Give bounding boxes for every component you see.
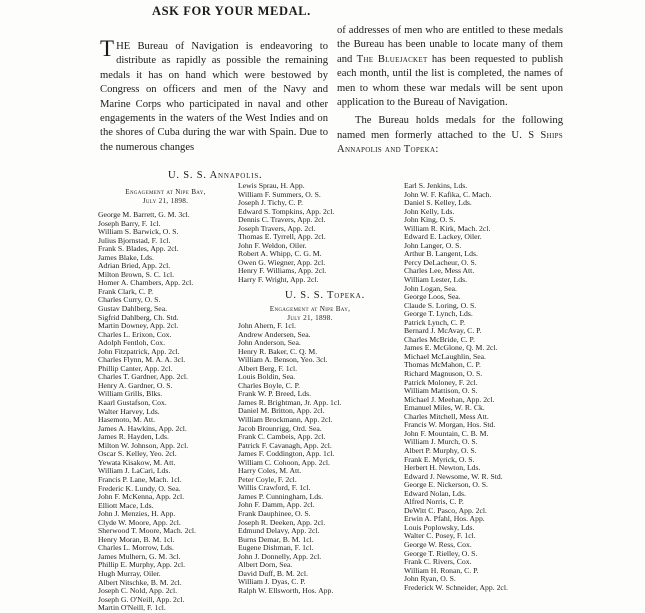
- intro-left-text: HE Bureau of Navigation is endeavoring to distribute as rapidly as possible the remaining medals it has on hand which were bestowed by Congress on officers and men of the Navy and Marine Corps who participated in naval and other engagements in the waters of the West Indies and on the shores of Cuba during the war with Spain. Due to the numerous changes: [100, 41, 328, 153]
- annapolis-date: July 21, 1898.: [142, 196, 189, 205]
- name-entry: Francis P. Lane, Mach. 1cl.: [98, 475, 182, 484]
- name-entry: Burns Demar, B. M. 1cl.: [238, 535, 314, 544]
- name-entry: Erwin A. Pfahl, Hos. App.: [404, 515, 485, 524]
- page-title: ASK FOR YOUR MEDAL.: [152, 4, 311, 18]
- name-entry: Bernard J. McAvay, C. P.: [404, 327, 482, 336]
- name-entry: Albert P. Murphy, O. S.: [404, 446, 477, 455]
- name-entry: James Mulhern, G. M. 3cl.: [98, 552, 181, 561]
- name-entry: Louis Boldin, Sea.: [238, 373, 296, 382]
- name-entry: John Logan, Sea.: [404, 284, 457, 293]
- name-entry: John F. McKenna, App. 2cl.: [98, 493, 185, 502]
- name-entry: Harry Coles, M. Att.: [238, 467, 302, 476]
- name-entry: Walter C. Posey, F. 1cl.: [404, 532, 476, 541]
- name-entry: James P. Cunningham, Lds.: [238, 492, 323, 501]
- name-entry: George M. Barrett, G. M. 3cl.: [98, 211, 190, 219]
- name-entry: George T. Lynch, Lds.: [404, 310, 473, 319]
- name-entry: Adrian Bried, App. 2cl.: [98, 262, 171, 271]
- name-entry: Charles Lee, Mess Att.: [404, 267, 475, 276]
- name-entry: Patrick Lynch, C. P.: [404, 318, 466, 327]
- name-entry: Henry F. Williams, App. 2cl.: [238, 267, 327, 276]
- name-entry: Charles Flynn, M. A. A. 3cl.: [98, 356, 186, 365]
- para2-text-a: The Bureau holds medals for the following named men formerly attached to the: [337, 115, 563, 141]
- name-entry: Thomas E. Tyrrell, App. 2cl.: [238, 233, 326, 242]
- name-entry: Edward J. Newsome, W. R. Std.: [404, 472, 503, 481]
- name-entry: George Loos, Sea.: [404, 293, 461, 302]
- name-entry: John J. Donnelly, App. 2cl.: [238, 552, 322, 561]
- name-entry: Charles Boyle, C. P.: [238, 381, 300, 390]
- name-entry: Frank Clark, C. P.: [98, 287, 154, 296]
- intro-right-text-b: has been requested to publish each month, until the list is completed, the names of men to whom these war medals will be sent upon application to the Bureau of Navigation.: [337, 53, 563, 109]
- name-entry: Henry Moran, B. M. 1cl.: [98, 535, 175, 544]
- name-entry: David Duff, B. M. 2cl.: [238, 569, 308, 578]
- name-entry: George W. Ress, Cox.: [404, 540, 472, 549]
- name-entry: Homer A. Chambers, App. 2cl.: [98, 279, 194, 288]
- name-entry: William J. Dyas, C. P.: [238, 578, 306, 587]
- bluejacket-name: The Bluejacket: [356, 53, 428, 65]
- name-entry: Martin Downey, App. 2cl.: [98, 322, 179, 331]
- name-entry: William J. LaCari, Lds.: [98, 467, 171, 476]
- name-entry: Michael McLaughlin, Sea.: [404, 352, 486, 361]
- name-entry: William Lester, Lds.: [404, 276, 468, 285]
- name-entry: Albert Dorn, Sea.: [238, 561, 293, 570]
- name-entry: Milton W. Johnson, App. 2cl.: [98, 441, 189, 450]
- name-entry: Thomas McMahon, C. P.: [404, 361, 481, 370]
- name-entry: Frederic K. Lundy, O. Sea.: [98, 484, 181, 493]
- name-entry: Robert A. Whipp, C. G. M.: [238, 250, 322, 259]
- name-entry: Joseph G. O'Neill, App. 2cl.: [98, 595, 185, 604]
- name-entry: William H. Ronan, C. P.: [404, 566, 479, 575]
- name-entry: Sherwood T. Moore, Mach. 2cl.: [98, 527, 196, 536]
- name-entry: Patrick Moloney, F. 2cl.: [404, 378, 478, 387]
- name-entry: Albert Berg, F. 1cl.: [238, 364, 298, 373]
- name-entry: Martin O'Neill, F. 1cl.: [98, 604, 166, 613]
- intro-right-column: [337, 24, 563, 158]
- name-entry: John Langer, O. S.: [404, 241, 462, 250]
- name-entry: Charles McBride, C. P.: [404, 335, 475, 344]
- name-entry: Clyde W. Moore, App. 2cl.: [98, 518, 181, 527]
- name-entry: Frank C. Cambeis, App. 2cl.: [238, 433, 326, 442]
- name-entry: Phillip Canter, App. 2cl.: [98, 364, 173, 373]
- name-entry: Milton Brown, S. C. 1cl.: [98, 270, 175, 279]
- name-entry: William Mattison, O. S.: [404, 387, 478, 396]
- name-entry: William A. Benson, Yeo. 3cl.: [238, 356, 328, 365]
- topeka-engagement-line: Engagement at Nipe Bay,: [269, 305, 351, 313]
- name-entry: William C. Cohoon, App. 2cl.: [238, 458, 330, 467]
- name-entry: Edward Nolan, Lds.: [404, 489, 466, 498]
- name-entry: Joseph J. Tichy, C. P.: [238, 199, 303, 208]
- bureau-holds-paragraph: [337, 114, 563, 157]
- name-entry: Daniel S. Kelley, Lds.: [404, 199, 472, 208]
- name-entry: Charles L. Morrow, Lds.: [98, 544, 174, 553]
- name-entry: Joseph C. Nold, App. 2cl.: [98, 587, 178, 596]
- name-entry: John F. Damm, App. 2cl.: [238, 501, 315, 510]
- name-entry: William Grills, Blks.: [98, 390, 163, 399]
- name-entry: Charles T. Gardner, App. 2cl.: [98, 373, 188, 382]
- name-entry: Edmund Delavy, App. 2cl.: [238, 527, 320, 536]
- name-entry: Andrew Andersen, Sea.: [238, 330, 311, 339]
- name-entry: Oscar S. Kelley, Yeo. 2cl.: [98, 450, 177, 459]
- name-entry: John Fitzpatrick, App. 2cl.: [98, 347, 180, 356]
- name-entry: John F. Weldon, Oiler.: [238, 241, 307, 250]
- name-entry: Francis W. Morgan, Hos. Std.: [404, 421, 496, 430]
- name-entry: Hugh Murray, Oiler.: [98, 569, 161, 578]
- name-entry: Frank Dauphinee, O. S.: [238, 510, 311, 519]
- name-entry: Frank E. Myrick, O. S.: [404, 455, 475, 464]
- name-entry: Lewis Sprau, H. App.: [238, 182, 305, 190]
- name-entry: Arthur B. Langent, Lds.: [404, 250, 478, 259]
- name-entry: Edward E. Lackey, Oiler.: [404, 233, 482, 242]
- name-entry: Gustav Dahlberg, Sea.: [98, 305, 168, 314]
- name-entry: Daniel M. Britton, App. 2cl.: [238, 407, 325, 416]
- name-entry: John Ahern, F. 1cl.: [238, 322, 296, 330]
- name-entry: Phillip E. Murphy, App. 2cl.: [98, 561, 186, 570]
- name-entry: John W. F. Kafika, C. Mach.: [404, 190, 492, 199]
- name-entry: Charles Mitchell, Mess Att.: [404, 412, 489, 421]
- name-entry: Hasemoto, M. Att.: [98, 416, 156, 425]
- name-entry: John Anderson, Sea.: [238, 339, 301, 348]
- intro-continued-paragraph: [337, 24, 563, 110]
- name-entry: Julius Bjornstad, F. 1cl.: [98, 236, 171, 245]
- annapolis-names-column-1: [98, 211, 196, 613]
- name-entry: Yewata Kisakow, M. Att.: [98, 458, 176, 467]
- name-entry: James Blake, Lds.: [98, 253, 154, 262]
- topeka-names-column-2: [238, 322, 341, 596]
- name-entry: George E. Nickerson, O. S.: [404, 481, 488, 490]
- name-entry: Ralph W. Ellsworth, Hos. App.: [238, 586, 334, 595]
- topeka-engagement: [240, 305, 380, 322]
- name-entry: John F. Mountain, C. B. M.: [404, 429, 489, 438]
- annapolis-heading: U. S. S. Annapolis.: [168, 170, 263, 181]
- name-entry: Joseph Barry, F. 1cl.: [98, 219, 161, 228]
- name-entry: John King, O. S.: [404, 216, 456, 225]
- intro-left-column: [100, 36, 328, 155]
- name-entry: Michael J. Meehan, App. 2cl.: [404, 395, 495, 404]
- name-entry: DeWitt C. Pasco, App. 2cl.: [404, 506, 487, 515]
- name-entry: Claude S. Loring, O. S.: [404, 301, 477, 310]
- para2-ships: U. S Ships Annapolis and Topeka:: [337, 129, 563, 156]
- name-entry: Jacob Brounrigg, Ord. Sea.: [238, 424, 322, 433]
- drop-cap: T: [100, 36, 115, 61]
- intro-paragraph: [100, 36, 328, 155]
- name-entry: Earl S. Jenkins, Lds.: [404, 182, 468, 190]
- name-entry: Alfred Norris, C. P.: [404, 498, 464, 507]
- name-entry: James F. Coddington, App. 1cl.: [238, 450, 335, 459]
- name-entry: Richard Magnuson, O. S.: [404, 370, 483, 379]
- name-entry: Albert Nitschke, B. M. 2cl.: [98, 578, 182, 587]
- name-entry: Henry R. Baker, C. Q. M.: [238, 347, 318, 356]
- name-entry: William R. Kirk, Mach. 2cl.: [404, 224, 491, 233]
- name-entry: Eugene Dishman, F. 1cl.: [238, 544, 314, 553]
- name-entry: Charles L. Erixon, Cox.: [98, 330, 172, 339]
- name-entry: Sigfrid Dahlberg, Ch. Std.: [98, 313, 179, 322]
- name-entry: Charles Curry, O. S.: [98, 296, 161, 305]
- name-entry: Willis Crawford, F. 1cl.: [238, 484, 311, 493]
- name-entry: Frederick W. Schneider, App. 2cl.: [404, 583, 508, 592]
- name-entry: Walter Harvey, Lds.: [98, 407, 160, 416]
- name-entry: John Ryan, O. S.: [404, 575, 456, 584]
- name-entry: James R. Brightman, Jr. App. 1cl.: [238, 398, 342, 407]
- name-entry: Owen G. Wiegner, App. 2cl.: [238, 258, 326, 267]
- name-entry: William Brockmann, App. 2cl.: [238, 416, 333, 425]
- name-entry: Patrick F. Cavanagh, App. 2cl.: [238, 441, 332, 450]
- name-entry: John Kelly, Lds.: [404, 207, 455, 216]
- name-entry: Henry A. Gardner, O. S.: [98, 381, 173, 390]
- name-entry: Frank C. Rivers, Cox.: [404, 558, 472, 567]
- name-entry: Adolph Fentloh, Cox.: [98, 339, 166, 348]
- name-entry: Joseph Travers, App. 2cl.: [238, 224, 316, 233]
- name-entry: George T. Rielley, O. S.: [404, 549, 478, 558]
- topeka-date: July 21, 1898.: [287, 313, 333, 322]
- name-entry: Peter Coyle, F. 2cl.: [238, 475, 297, 484]
- name-entry: Louis Poplowsky, Lds.: [404, 523, 475, 532]
- annapolis-names-column-2: [238, 182, 334, 285]
- name-entry: Dennis C. Travers, App. 2cl.: [238, 216, 326, 225]
- name-entry: Frank S. Blades, App. 2cl.: [98, 245, 179, 254]
- intro-right-text-a: of addresses of men who are entitled to these medals the Bureau has been unable to locate many of them and: [337, 25, 563, 65]
- name-entry: William F. Summers, O. S.: [238, 190, 321, 199]
- name-entry: Edward S. Tompkins, App. 2cl.: [238, 207, 335, 216]
- name-entry: Herbert H. Newton, Lds.: [404, 464, 481, 473]
- name-entry: James E. McGlone, Q. M. 2cl.: [404, 344, 498, 353]
- name-entry: Harry F. Wright, App. 2cl.: [238, 276, 319, 285]
- name-entry: William J. Murch, O. S.: [404, 438, 478, 447]
- topeka-names-column-3: [404, 182, 508, 592]
- name-entry: Joseph R. Deeken, App. 2cl.: [238, 518, 326, 527]
- name-entry: James R. Hayden, Lds.: [98, 433, 169, 442]
- annapolis-engagement: [98, 188, 233, 205]
- name-entry: Elliott Mace, Lds.: [98, 501, 154, 510]
- name-entry: Emanuel Miles, W. R. Ck.: [404, 404, 485, 413]
- name-entry: James A. Hawkins, App. 2cl.: [98, 424, 187, 433]
- name-entry: Frank W. P. Breed, Lds.: [238, 390, 312, 399]
- topeka-heading: U. S. S. Topeka.: [285, 290, 365, 301]
- name-entry: Percy DeLacheur, O. S.: [404, 258, 477, 267]
- name-entry: Kaarl Gustafson, Cox.: [98, 399, 167, 408]
- name-entry: John J. Menzies, H. App.: [98, 510, 176, 519]
- name-entry: William S. Barwick, O. S.: [98, 228, 179, 237]
- annapolis-engagement-line: Engagement at Nipe Bay,: [125, 188, 206, 196]
